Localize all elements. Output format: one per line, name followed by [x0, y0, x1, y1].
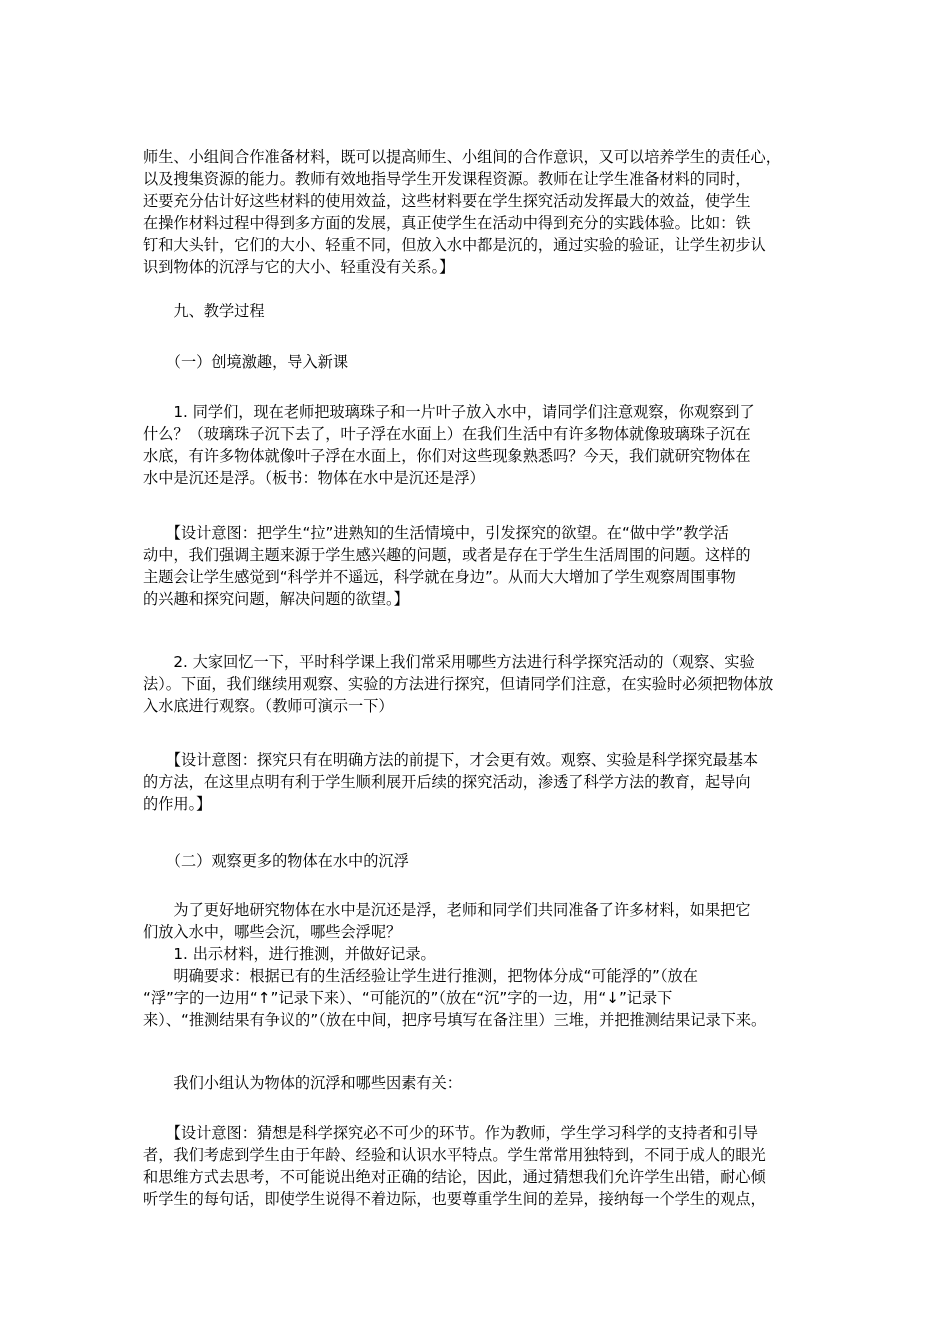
text-line: 识到物体的沉浮与它的大小、轻重没有关系。】 — [143, 258, 455, 276]
heading-text: 九、教学过程 — [143, 302, 265, 320]
subsection-heading-2 — [143, 850, 818, 872]
paragraph-design-intent-2 — [143, 749, 818, 815]
text-line: 什么？（玻璃珠子沉下去了，叶子浮在水面上）在我们生活中有许多物体就像玻璃珠子沉在 — [143, 425, 751, 443]
text-line: “浮”字的一边用“↑”记录下来）、“可能沉的”（放在“沉”字的一边，用“↓”记录下 — [143, 989, 673, 1007]
text-line: 动中，我们强调主题来源于学生感兴趣的问题，或者是存在于学生生活周围的问题。这样的 — [143, 546, 751, 564]
text-line: 水底，有许多物体就像叶子浮在水面上，你们对这些现象熟悉吗？今天，我们就研究物体在 — [143, 447, 751, 465]
text-line: 2. 大家回忆一下，平时科学课上我们常采用哪些方法进行科学探究活动的（观察、实验 — [143, 653, 755, 671]
paragraph-materials-intent-end — [143, 146, 818, 278]
text-line: 听学生的每句话，即使学生说得不着边际，也要尊重学生间的差异，接纳每一个学生的观点， — [143, 1190, 766, 1208]
text-line: 师生、小组间合作准备材料，既可以提高师生、小组间的合作意识，又可以培养学生的责任心， — [143, 148, 781, 166]
paragraph-observe-more — [143, 899, 818, 1031]
text-line: 钉和大头针，它们的大小、轻重不同，但放入水中都是沉的，通过实验的验证，让学生初步认 — [143, 236, 766, 254]
text-line: 主题会让学生感觉到“科学并不遥远，科学就在身边”。从而大大增加了学生观察周围事物 — [143, 568, 736, 586]
text-line: 水中是沉还是浮。（板书：物体在水中是沉还是浮） — [143, 469, 485, 487]
heading-text: （二）观察更多的物体在水中的沉浮 — [143, 852, 409, 870]
paragraph-design-intent-3 — [143, 1122, 818, 1210]
text-line: 的兴趣和探究问题，解决问题的欲望。】 — [143, 590, 409, 608]
text-line: 入水底进行观察。（教师可演示一下） — [143, 697, 394, 715]
text-line: 以及搜集资源的能力。教师有效地指导学生开发课程资源。教师在让学生准备材料的同时， — [143, 170, 751, 188]
subsection-heading-1 — [143, 351, 818, 373]
text-line: 我们小组认为物体的沉浮和哪些因素有关： — [143, 1074, 462, 1092]
text-line: 的作用。】 — [143, 795, 212, 813]
text-line: 在操作材料过程中得到多方面的发展，真正使学生在活动中得到充分的实践体验。比如：铁 — [143, 214, 751, 232]
text-line: 法）。下面，我们继续用观察、实验的方法进行探究，但请同学们注意，在实验时必须把物体放 — [143, 675, 774, 693]
text-line: 1. 出示材料，进行推测，并做好记录。 — [143, 945, 436, 963]
text-line: 明确要求：根据已有的生活经验让学生进行推测，把物体分成“可能浮的”（放在 — [143, 967, 698, 985]
text-line: 来）、“推测结果有争议的”（放在中间，把序号填写在备注里）三堆，并把推测结果记录下来。 — [143, 1011, 767, 1029]
text-line: 1. 同学们，现在老师把玻璃珠子和一片叶子放入水中，请同学们注意观察，你观察到了 — [143, 403, 755, 421]
text-line: 和思维方式去思考，不可能说出绝对正确的结论，因此，通过猜想我们允许学生出错，耐心倾 — [143, 1168, 766, 1186]
paragraph-design-intent-1 — [143, 522, 818, 610]
section-heading-teaching-process — [143, 300, 818, 322]
text-line: 【设计意图：把学生“拉”进熟知的生活情境中，引发探究的欲望。在“做中学”教学活 — [143, 524, 729, 542]
text-line: 者，我们考虑到学生由于年龄、经验和认识水平特点。学生常常用独特到，不同于成人的眼光 — [143, 1146, 766, 1164]
paragraph-step-2 — [143, 651, 818, 717]
text-line: 为了更好地研究物体在水中是沉还是浮，老师和同学们共同准备了许多材料，如果把它 — [143, 901, 751, 919]
paragraph-step-1 — [143, 401, 818, 489]
text-line: 【设计意图：猜想是科学探究必不可少的环节。作为教师，学生学习科学的支持者和引导 — [143, 1124, 759, 1142]
text-line: 【设计意图：探究只有在明确方法的前提下，才会更有效。观察、实验是科学探究最基本 — [143, 751, 759, 769]
text-line: 还要充分估计好这些材料的使用效益，这些材料要在学生探究活动发挥最大的效益，使学生 — [143, 192, 751, 210]
text-line: 们放入水中，哪些会沉，哪些会浮呢？ — [143, 923, 402, 941]
paragraph-group-opinion — [143, 1072, 818, 1094]
heading-text: （一）创境激趣，导入新课 — [143, 353, 349, 371]
text-line: 的方法，在这里点明有利于学生顺利展开后续的探究活动，渗透了科学方法的教育，起导向 — [143, 773, 751, 791]
